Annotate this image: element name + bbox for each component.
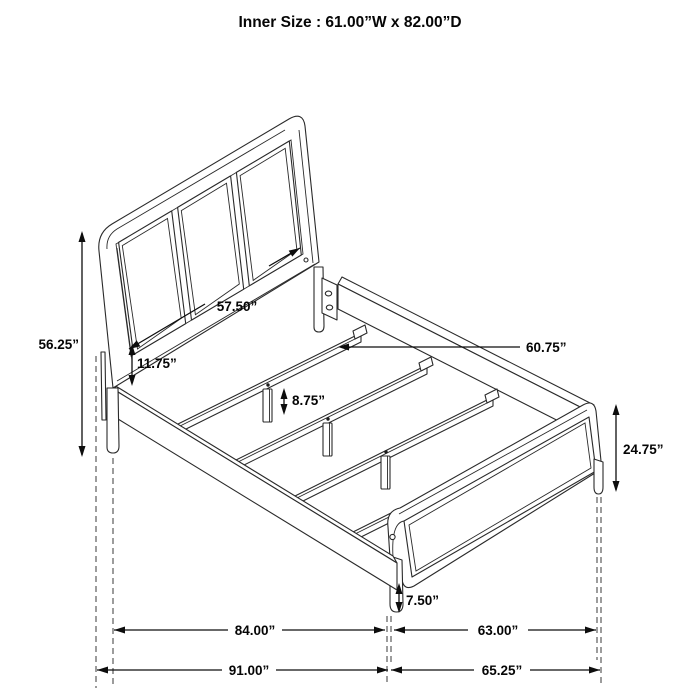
dimension-label: 60.75”: [526, 340, 567, 355]
dimension-label: 24.75”: [623, 442, 664, 457]
dimension-label: 63.00”: [477, 623, 519, 638]
dimension-overall-width: [391, 663, 600, 678]
footboard-right-leg: [594, 459, 603, 494]
center-support-leg: [381, 450, 390, 489]
screw-hole: [326, 417, 329, 420]
dimension-label: 65.25”: [481, 663, 523, 678]
dimension-label: 84.00”: [234, 623, 276, 638]
slat-end-bracket: [485, 389, 499, 403]
dimension-label: 56.25”: [38, 337, 79, 352]
dimension-label: 57.50”: [216, 299, 258, 314]
slat-end-bracket: [419, 357, 433, 371]
dimension-label: 91.00”: [228, 663, 270, 678]
center-support-leg: [263, 383, 272, 422]
slat-end-bracket: [353, 325, 367, 339]
dimension-label: 8.75”: [292, 393, 326, 408]
rail-bracket: [322, 278, 337, 320]
dimension-footboard-width: [394, 623, 596, 638]
screw-hole: [266, 383, 269, 386]
screw-hole: [390, 534, 395, 539]
inner-size-title: Inner Size : 61.00”W x 82.00”D: [238, 14, 462, 31]
screw-hole: [384, 450, 387, 453]
dimension-center-leg-height: [281, 388, 326, 415]
bracket-hole: [325, 291, 331, 296]
dimension-overall-length: [97, 663, 388, 678]
dimension-label: 7.50”: [406, 593, 440, 608]
dimension-footboard-height: [613, 404, 664, 492]
dimension-label: 11.75”: [137, 356, 177, 371]
bracket-hole: [326, 305, 332, 310]
dimension-rail-length: [114, 623, 385, 638]
left-side-rail: [114, 385, 397, 590]
screw-hole: [304, 258, 308, 262]
headboard-right-leg: [314, 267, 337, 332]
center-support-leg: [323, 417, 332, 456]
dimension-headboard-height: [38, 231, 85, 457]
